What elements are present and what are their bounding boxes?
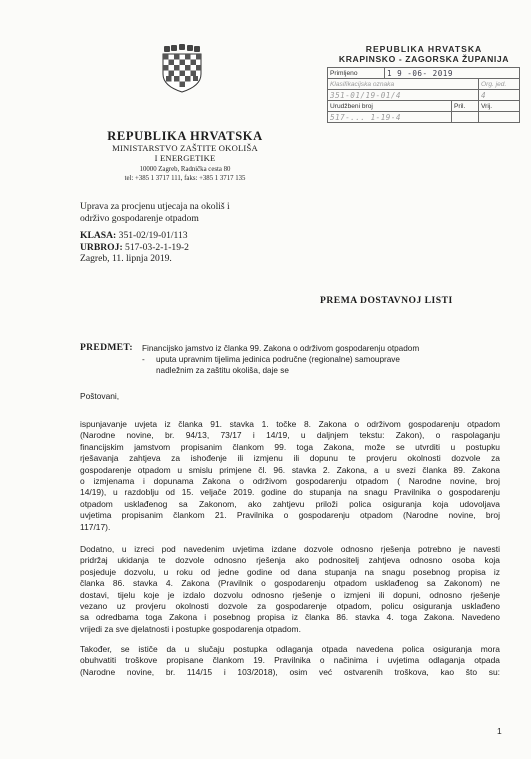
stamp-pril-label: Pril. [452, 101, 479, 112]
stamp-class-label: Klasifikacijska oznaka [328, 79, 479, 90]
croatian-coat-of-arms-icon [160, 44, 204, 130]
klasa-label: KLASA: [80, 230, 117, 241]
stamp-org-value: 4 [479, 90, 520, 101]
stamp-received-date: 1 9 -06- 2019 [385, 68, 520, 79]
receipt-stamp [325, 44, 523, 123]
office-name [80, 201, 230, 225]
paragraph-line: (Narodne novine, br. 114/15 i 103/2018), osim već ostvarenih troškova, kao što su: [80, 666, 500, 677]
stamp-urbroj-label: Urudžbeni broj [328, 101, 452, 112]
paragraph-line: Dodatno, u izreci pod navedenim uvjetima izdane dozvole odnosno rješenja potrebno je navesti [80, 544, 500, 554]
stamp-pril-value [452, 112, 479, 123]
stamp-class-value: 351-01/19-01/4 [328, 90, 479, 101]
paragraph-line: Također, se ističe da u slučaju postupka odlaganja otpada navedena polica osiguranja mora [80, 644, 500, 654]
subject-dash: - [142, 355, 145, 364]
distribution-note: PREMA DOSTAVNOJ LISTI [320, 295, 453, 306]
subject-label: PREDMET: [80, 342, 133, 353]
stamp-org-label: Org. jed. [479, 79, 520, 90]
paragraph-3 [80, 644, 500, 678]
page-number: 1 [497, 726, 502, 736]
letter-date: Zagreb, 11. lipnja 2019. [80, 253, 172, 264]
ministry-address: 10000 Zagreb, Radnička cesta 80 [139, 166, 231, 173]
stamp-vrij-value [479, 112, 520, 123]
paragraph-line: otpadom usklađenog sa Zakonom, ako zahtjevu priloži polica osiguranja koja udovoljava [80, 498, 500, 509]
stamp-title-county: KRAPINSKO - ZAGORSKA ŽUPANIJA [338, 54, 510, 64]
office-line2: održivo gospodarenje otpadom [80, 213, 199, 224]
paragraph-1 [80, 419, 500, 533]
paragraph-line: obuhvatiti troškove propisane člankom 19. Pravilnika o načinima i uvjetima odlaganja otpada [80, 655, 500, 666]
subject-line2-text: uputa upravnim tijelima jedinica područne (regionalne) samouprave [156, 355, 400, 364]
ministry-name-line1: MINISTARSTVO ZAŠTITE OKOLIŠA [112, 143, 258, 153]
paragraph-line: dostavi, tijelu koje je izdalo dozvolu odnosno rješenje o izmjeni ili dopuni, odnosno rješenje [80, 589, 500, 600]
paragraph-line: ispunjavanje uvjeta iz članka 91. stavka 1. točke 8. Zakona o održivom gospodarenju otpadom [80, 419, 500, 429]
paragraph-line: vrijedi za sve djelatnosti i postupke gospodarenja otpadom. [80, 623, 301, 634]
urbroj-value: 517-03-2-1-19-2 [122, 241, 189, 253]
paragraph-line: (Narodne novine, br. 94/13, 73/17 i 14/19, u daljnjem tekstu: Zakon), o raspolaganju [80, 430, 500, 441]
urbroj-label: URBROJ: [80, 241, 123, 253]
paragraph-2 [80, 544, 500, 635]
paragraph-line: o izmjenama i dopunama Zakona o održivom gospodarenju otpadom ( Narodne novine, broj [80, 476, 500, 487]
stamp-title-republic: REPUBLIKA HRVATSKA [365, 44, 483, 54]
paragraph-line: sa odredbama toga Zakona i posebnog propisa iz članka 86. stavka 4. toga Zakona. Navedeno [80, 612, 500, 623]
subject-line3: nadležnim za zaštitu okoliša, daje se [156, 366, 289, 375]
stamp-table [327, 67, 520, 123]
paragraph-line: 14/19), u razdoblju od 15. veljače 2019. godine do stupanja na snagu Pravilnika o gospodarenju [80, 487, 500, 498]
paragraph-line: financijskim jamstvom propisanim člankom 99. toga Zakona, može se utvrditi u postupku [80, 441, 500, 452]
paragraph-line: uvjetima propisanim člankom 21. Pravilnika o gospodarenju otpadom (Narodne novine, broj [80, 510, 500, 521]
paragraph-line: pridržaj ukidanja te dozvole odnosno rješenja ako podnositelj zahtjeva odnosno osoba koja [80, 555, 500, 566]
paragraph-line: vezano uz provjeru okolnosti dozvole za gospodarenje otpadom, policu osiguranja usklađeno [80, 601, 500, 612]
office-line1: Uprava za procjenu utjecaja na okoliš i [80, 201, 230, 212]
stamp-received-label: Primljeno [328, 68, 385, 79]
greeting: Poštovani, [80, 391, 120, 401]
paragraph-line: posjeduje dozvolu, u roku od jedne godine od dana stupanja na snagu posebnog propisa iz [80, 566, 500, 577]
reference-block [80, 230, 189, 265]
paragraph-line: gospodarenje otpadom u smislu primjene čl. 96. stavka 2. Zakona, a u svezi članka 89. Zakona [80, 464, 500, 475]
paragraph-line: članka 86. stavka 4. Zakona (Pravilnik o gospodarenju otpadom usklađenog sa Zakonom) ne [80, 578, 500, 589]
republic-name: REPUBLIKA HRVATSKA [107, 129, 263, 143]
ministry-phone: tel: +385 1 3717 111, faks: +385 1 3717 135 [124, 175, 246, 182]
paragraph-line: 117/17). [80, 521, 111, 532]
ministry-name-line2: I ENERGETIKE [154, 153, 216, 163]
stamp-vrij-label: Vrij. [479, 101, 520, 112]
klasa-value: 351-02/19-01/113 [116, 230, 188, 241]
paragraph-line: rješavanja zahtjeva za ishođenje ili izmjenu ili dopunu te provjeru okolnosti dozvole za [80, 453, 500, 464]
subject-line1: Financijsko jamstvo iz članka 99. Zakona o održivom gospodarenju otpadom [142, 344, 420, 353]
ministry-header [82, 129, 288, 183]
stamp-urbroj-value: 517-... 1-19-4 [328, 112, 452, 123]
